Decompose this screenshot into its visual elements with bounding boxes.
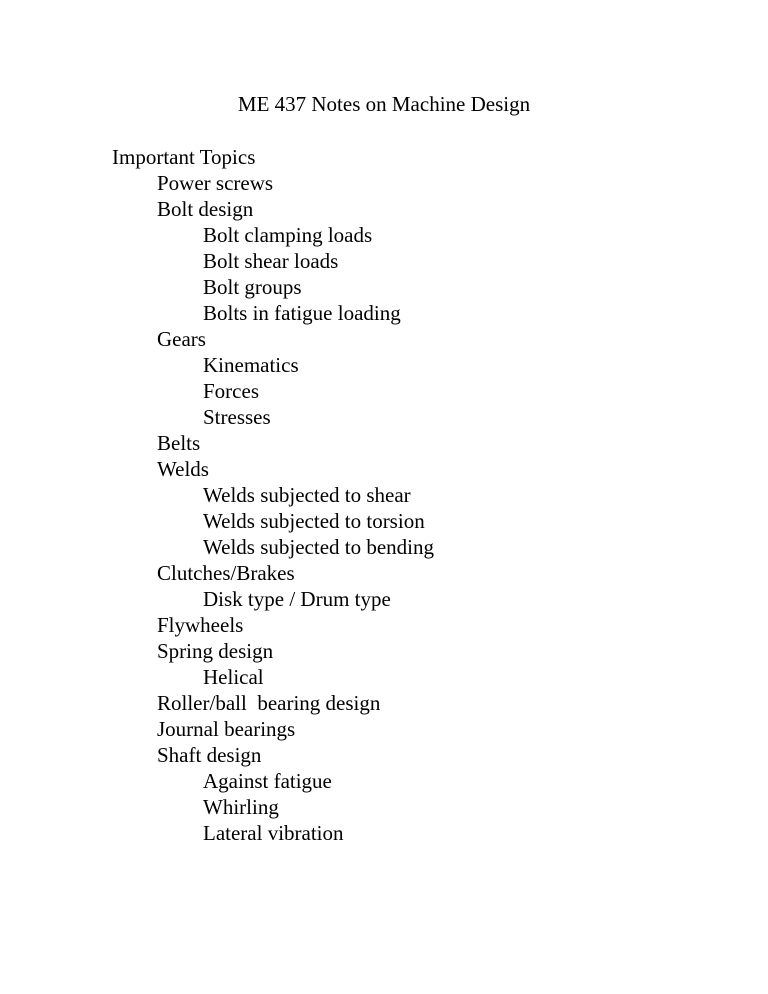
subtopic-item: Stresses xyxy=(203,405,271,429)
document-title: ME 437 Notes on Machine Design xyxy=(237,92,531,116)
subtopic-item: Bolt shear loads xyxy=(203,249,339,273)
subtopic-item: Kinematics xyxy=(203,353,299,377)
subtopic-item: Whirling xyxy=(203,795,279,819)
topic-item: Belts xyxy=(157,431,201,455)
topic-item: Gears xyxy=(157,327,206,351)
topic-item: Bolt design xyxy=(157,197,254,221)
subtopic-item: Welds subjected to torsion xyxy=(203,509,425,533)
subtopic-item: Bolts in fatigue loading xyxy=(203,301,401,325)
topic-item: Spring design xyxy=(157,639,274,663)
topic-item: Clutches/Brakes xyxy=(157,561,295,585)
topic-item: Welds xyxy=(157,457,209,481)
subtopic-item: Disk type / Drum type xyxy=(203,587,391,611)
topic-item: Journal bearings xyxy=(157,717,296,741)
topic-item: Flywheels xyxy=(157,613,244,637)
topics-outline xyxy=(0,144,434,846)
subtopic-item: Bolt clamping loads xyxy=(203,223,373,247)
subtopic-item: Welds subjected to bending xyxy=(203,535,435,559)
subtopic-item: Forces xyxy=(203,379,259,403)
topic-item: Shaft design xyxy=(157,743,262,767)
outline-heading: Important Topics xyxy=(112,145,256,169)
subtopic-item: Against fatigue xyxy=(203,769,332,793)
topic-item: Roller/ball bearing design xyxy=(157,691,381,715)
subtopic-item: Bolt groups xyxy=(203,275,302,299)
topic-item: Power screws xyxy=(157,171,274,195)
subtopic-item: Welds subjected to shear xyxy=(203,483,411,507)
subtopic-item: Helical xyxy=(203,665,264,689)
subtopic-item: Lateral vibration xyxy=(203,821,344,845)
